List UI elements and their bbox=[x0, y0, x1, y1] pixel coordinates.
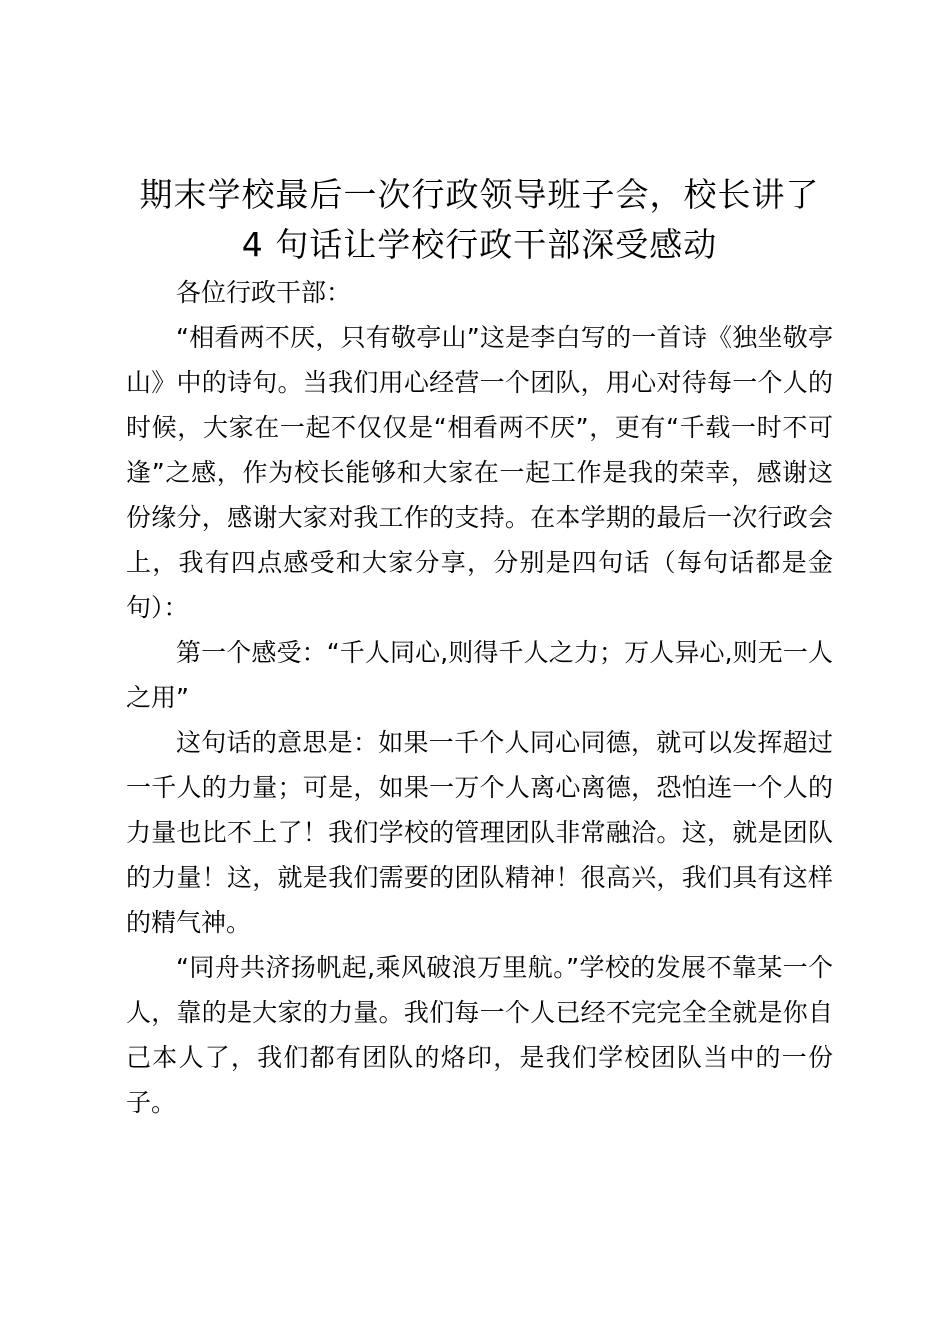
document-body bbox=[126, 270, 833, 1125]
teamwork-paragraph: “同舟共济扬帆起,乘风破浪万里航。”学校的发展不靠某一个人，靠的是大家的力量。我们每一个人已经不完完全全就是你自己本人了，我们都有团队的烙印，是我们学校团队当中的一份子。 bbox=[126, 953, 833, 1117]
title-line-1: 期末学校最后一次行政领导班子会，校长讲了 bbox=[139, 175, 820, 214]
explanation-paragraph: 这句话的意思是：如果一千个人同心同德，就可以发挥超过一千人的力量；可是，如果一万个人离心离德，恐怕连一个人的力量也比不上了！我们学校的管理团队非常融洽。这，就是团队的力量！这，就是我们需要的团队精神！很高兴，我们具有这样的精气神。 bbox=[126, 728, 833, 937]
document-title bbox=[126, 170, 833, 270]
first-feeling-paragraph: 第一个感受：“千人同心,则得千人之力；万人异心,则无一人之用” bbox=[126, 638, 833, 712]
intro-paragraph: “相看两不厌，只有敬亭山”这是李白写的一首诗《独坐敬亭山》中的诗句。当我们用心经营一个团队，用心对待每一个人的时候，大家在一起不仅仅是“相看两不厌”，更有“千载一时不可逢”之感，作为校长能够和大家在一起工作是我的荣幸，感谢这份缘分，感谢大家对我工作的支持。在本学期的最后一次行政会上，我有四点感受和大家分享，分别是四句话（每句话都是金句）： bbox=[126, 323, 833, 622]
title-line-2: 4 句话让学校行政干部深受感动 bbox=[241, 225, 718, 264]
salutation-paragraph: 各位行政干部： bbox=[176, 278, 352, 307]
document-content bbox=[126, 170, 833, 1125]
